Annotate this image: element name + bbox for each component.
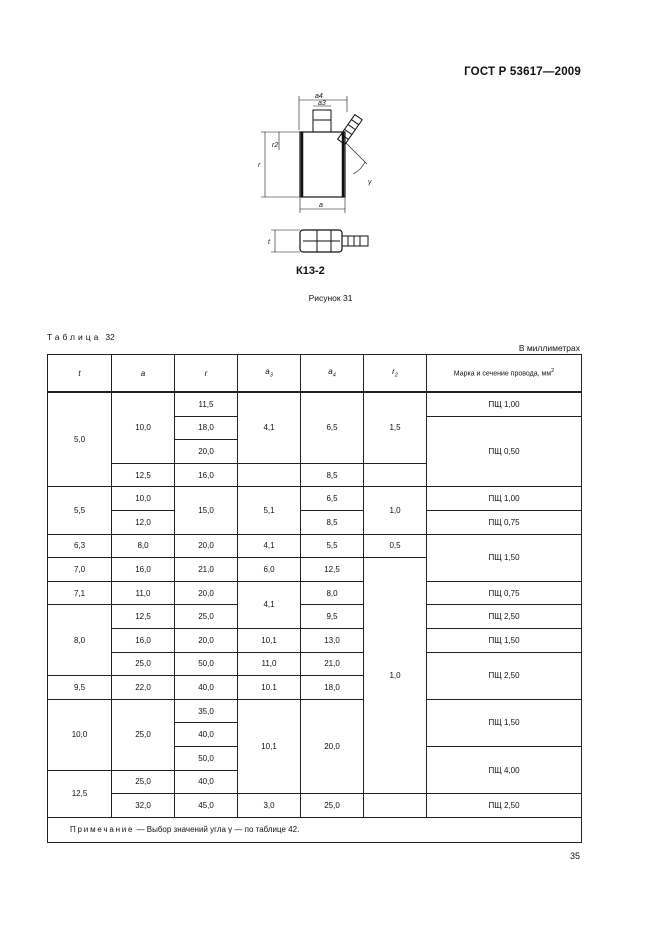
cell: 8,0: [301, 581, 364, 605]
table-row: [48, 699, 582, 723]
cell: ПЩ 1,50: [427, 699, 582, 746]
standard-number: ГОСТ Р 53617—2009: [464, 66, 581, 78]
cell: 40,0: [175, 676, 238, 700]
cell: ПЩ 0,75: [427, 581, 582, 605]
cell: 5,1: [238, 487, 301, 534]
cell: 25,0: [112, 699, 175, 770]
header-a4: $a_4$: [301, 355, 364, 393]
cell: 20,0: [175, 628, 238, 652]
cell: 11,0: [112, 581, 175, 605]
cell: ПЩ 0,50: [427, 416, 582, 487]
header-a3: $a_3$: [238, 355, 301, 393]
cell: 1,0: [364, 558, 427, 794]
cell: 6,0: [238, 558, 301, 582]
header-a: a: [112, 355, 175, 393]
cell: 20,0: [175, 534, 238, 558]
cell: 15,0: [175, 487, 238, 534]
header-r2: $r_2$: [364, 355, 427, 393]
page-number: 35: [569, 851, 580, 861]
table-row: [48, 534, 582, 558]
cell: 50,0: [175, 652, 238, 676]
cell: 8,5: [301, 510, 364, 534]
figure-caption: Рисунок 31: [308, 293, 353, 303]
cell: ПЩ 1,00: [427, 392, 582, 416]
cell: 21,0: [175, 558, 238, 582]
cell: 25,0: [301, 794, 364, 818]
cell: 1,0: [364, 487, 427, 534]
dim-a: a: [319, 202, 323, 209]
table-row: [48, 605, 582, 629]
table-row: [48, 392, 582, 416]
cell: 9,5: [301, 605, 364, 629]
cell: 20,0: [175, 581, 238, 605]
cell: 11,5: [175, 392, 238, 416]
cell: 12,5: [48, 770, 112, 817]
cell: 18,0: [301, 676, 364, 700]
cell: 18,0: [175, 416, 238, 440]
table-row: [48, 581, 582, 605]
header-mark: Марка и сечение провода, $мм^2$: [427, 355, 582, 393]
cell: 12,5: [301, 558, 364, 582]
table-units: В миллиметрах: [518, 343, 580, 353]
dim-gamma: γ: [368, 179, 372, 186]
table-row: [48, 652, 582, 676]
table-row: [48, 628, 582, 652]
cell: 16,0: [112, 628, 175, 652]
table-row: [48, 487, 582, 511]
cell: [364, 463, 427, 487]
cell: 10,1: [238, 699, 301, 793]
cell: 40,0: [175, 723, 238, 747]
cell: 0,5: [364, 534, 427, 558]
cell: 6,5: [301, 487, 364, 511]
table-note-row: [48, 817, 582, 842]
cell: 8,0: [112, 534, 175, 558]
cell: 13,0: [301, 628, 364, 652]
cell: 5,0: [48, 392, 112, 487]
cell: 8,0: [48, 605, 112, 676]
dim-t: t: [268, 239, 270, 246]
cell: 35,0: [175, 699, 238, 723]
figure-label: К13-2: [296, 265, 325, 277]
cell: 12,5: [112, 463, 175, 487]
cell: 9,5: [48, 676, 112, 700]
header-t: t: [48, 355, 112, 393]
cell: 12,5: [112, 605, 175, 629]
terminal-drawing: [255, 92, 385, 282]
cell: 7,1: [48, 581, 112, 605]
cell: 10,0: [112, 487, 175, 511]
cell: ПЩ 0,75: [427, 510, 582, 534]
cell: 5,5: [48, 487, 112, 534]
cell: 21,0: [301, 652, 364, 676]
table-title: Таблица 32: [47, 332, 115, 342]
header-r: r: [175, 355, 238, 393]
table-row: [48, 794, 582, 818]
cell: 25,0: [175, 605, 238, 629]
cell: 7,0: [48, 558, 112, 582]
dim-r: r: [258, 162, 261, 169]
dim-a3: a3: [318, 100, 326, 107]
cell: 3,0: [238, 794, 301, 818]
cell: 25,0: [112, 770, 175, 794]
cell: ПЩ 2,50: [427, 652, 582, 699]
cell: 32,0: [112, 794, 175, 818]
cell: ПЩ 1,00: [427, 487, 582, 511]
cell: 20,0: [301, 699, 364, 793]
cell: 8,5: [301, 463, 364, 487]
cell: 10,0: [112, 392, 175, 463]
cell: 4,1: [238, 534, 301, 558]
cell: ПЩ 4,00: [427, 746, 582, 793]
table-note: Примечание — Выбор значений угла γ — по таблице 42.: [48, 817, 582, 842]
cell: 16,0: [175, 463, 238, 487]
cell: 1,5: [364, 392, 427, 463]
dim-r2: r2: [272, 142, 279, 149]
cell: 22,0: [112, 676, 175, 700]
cell: [364, 794, 427, 818]
cell: ПЩ 1,50: [427, 534, 582, 581]
cell: ПЩ 2,50: [427, 605, 582, 629]
dimensions-table: [47, 354, 582, 843]
cell: 20,0: [175, 440, 238, 464]
cell: 12,0: [112, 510, 175, 534]
cell: 25,0: [112, 652, 175, 676]
cell: 45,0: [175, 794, 238, 818]
cell: 6,3: [48, 534, 112, 558]
cell: 16,0: [112, 558, 175, 582]
table-row: [48, 510, 582, 534]
cell: 4,1: [238, 581, 301, 628]
cell: 50,0: [175, 746, 238, 770]
cell: 40,0: [175, 770, 238, 794]
cell: 5,5: [301, 534, 364, 558]
cell: 10,1: [238, 628, 301, 652]
cell: 6,5: [301, 392, 364, 463]
cell: 10,0: [48, 699, 112, 770]
dim-a4: a4: [315, 93, 323, 100]
cell: 10.1: [238, 676, 301, 700]
cell: ПЩ 1,50: [427, 628, 582, 652]
cell: ПЩ 2,50: [427, 794, 582, 818]
cell: [238, 463, 301, 487]
cell: 4,1: [238, 392, 301, 463]
table-header-row: [48, 355, 582, 393]
cell: 11,0: [238, 652, 301, 676]
